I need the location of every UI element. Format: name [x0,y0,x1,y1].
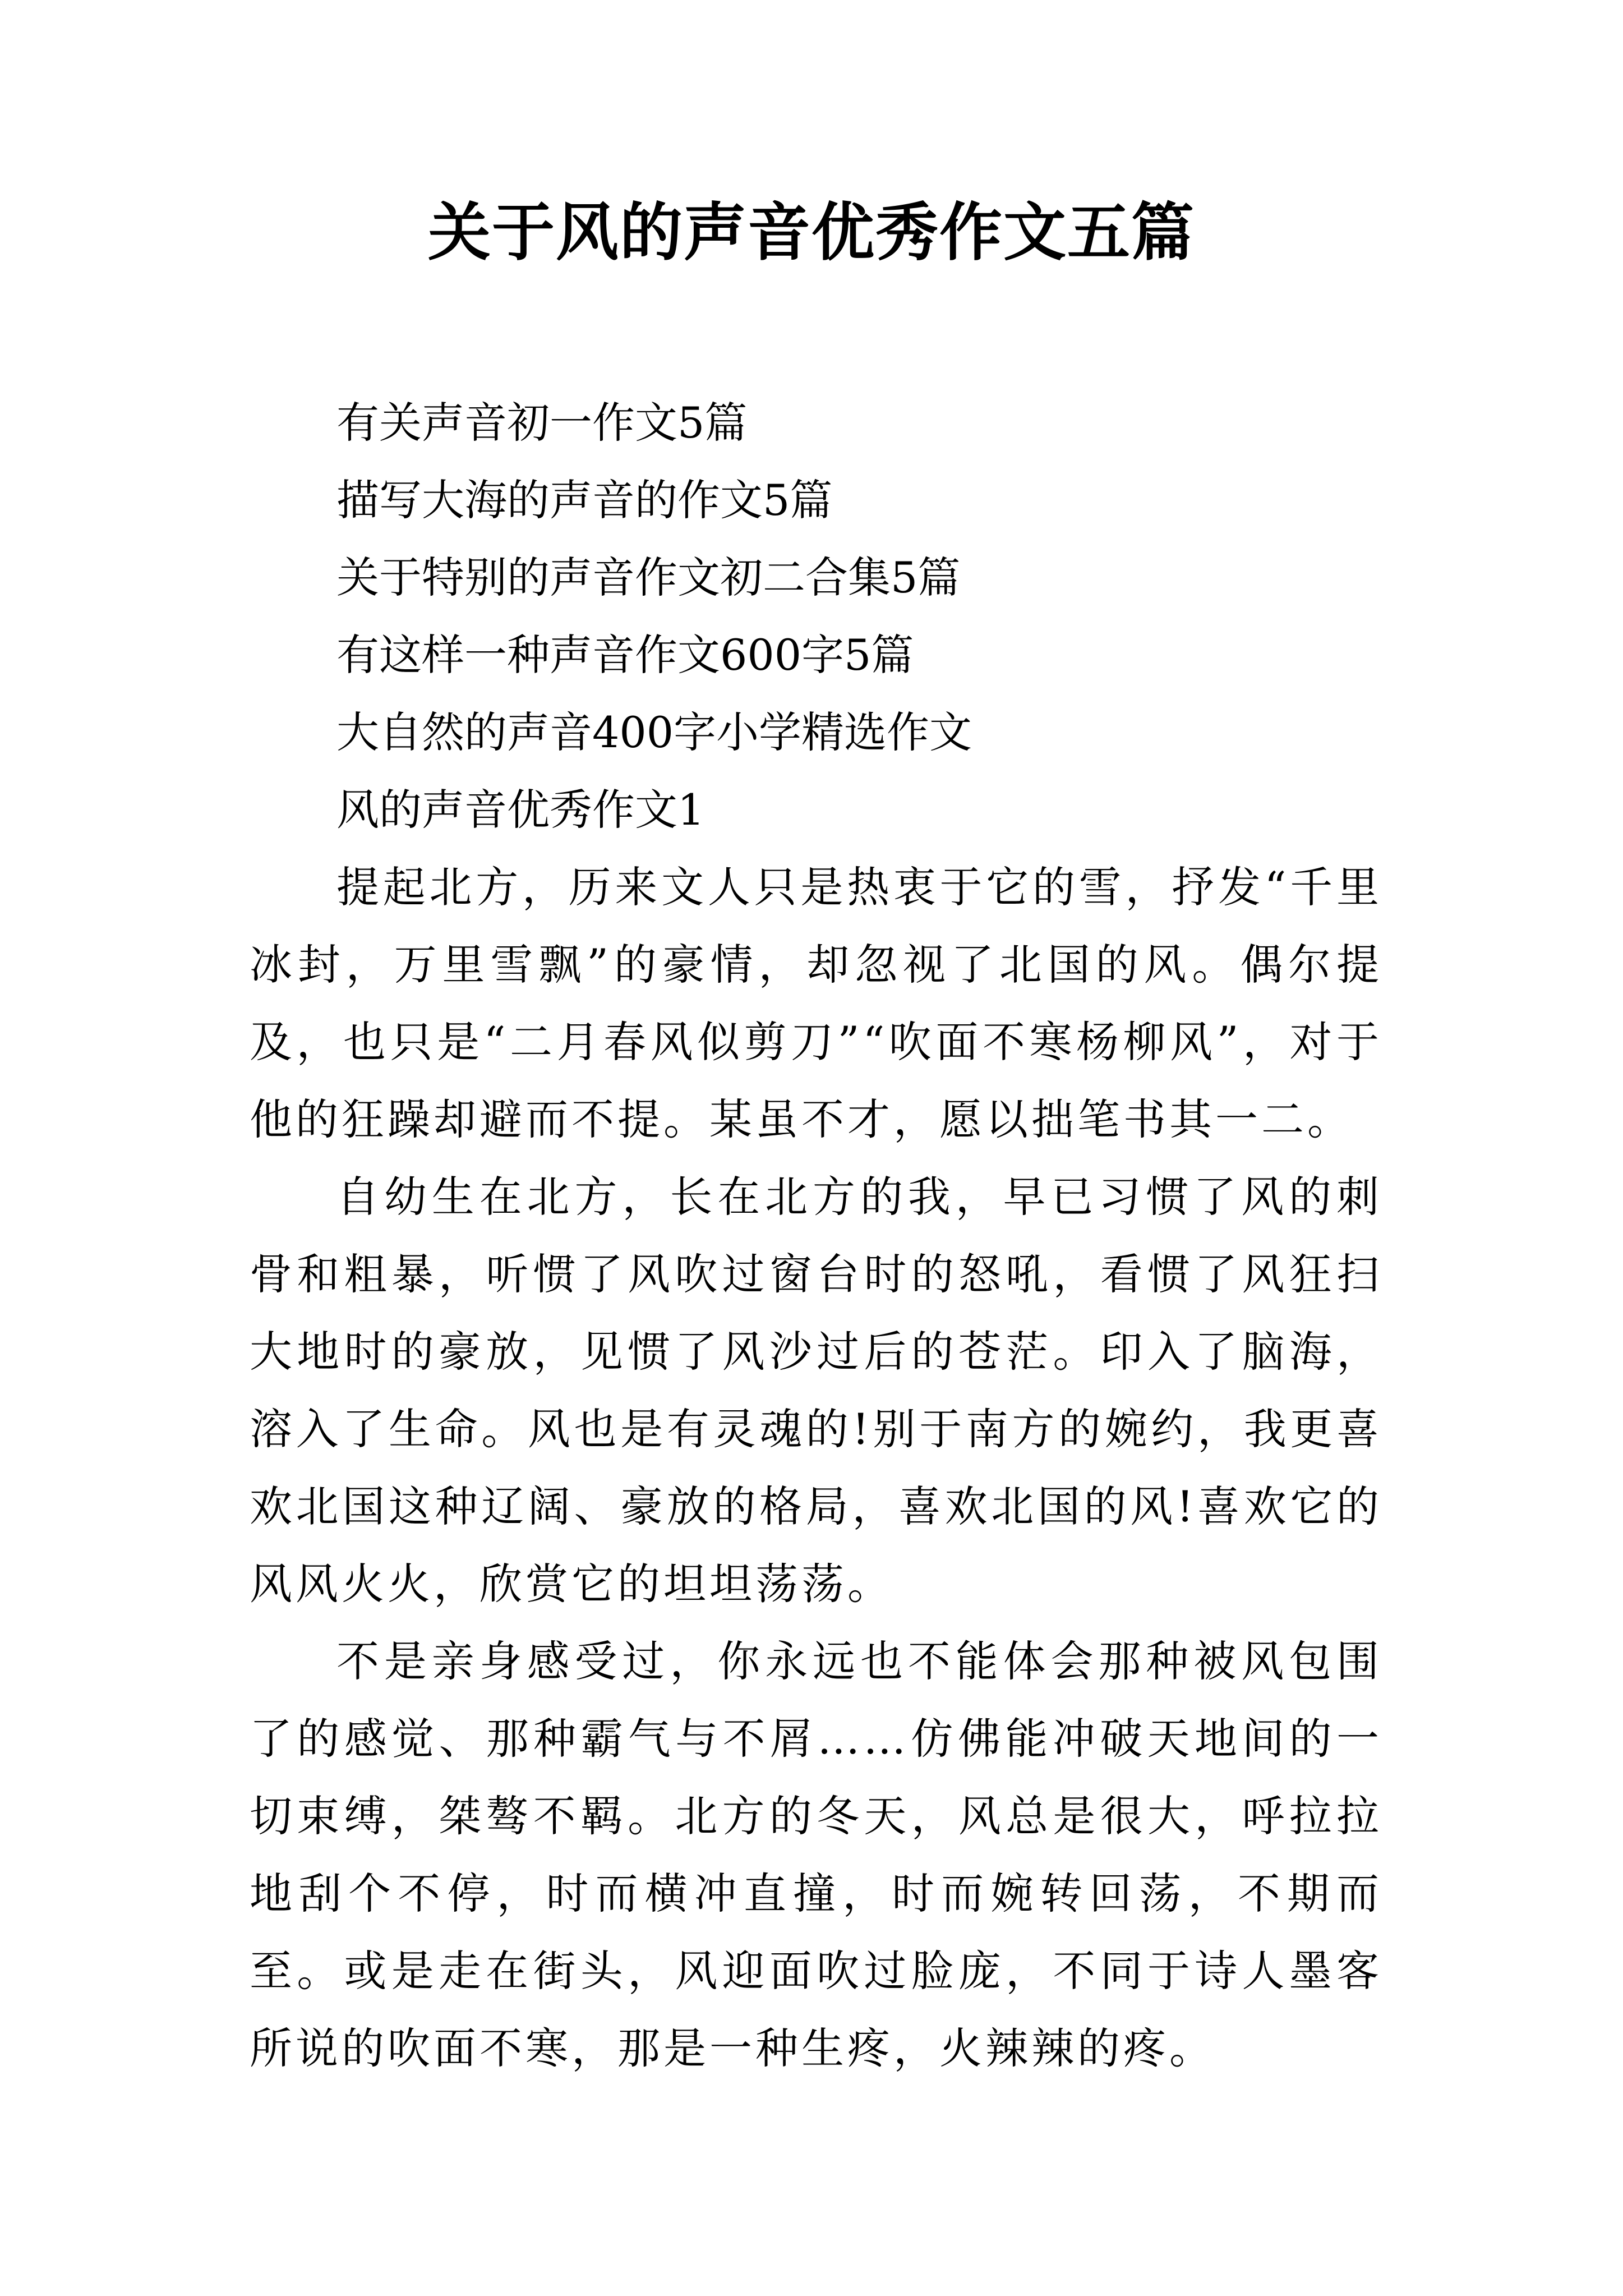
related-article-link[interactable]: 有这样一种声音作文600字5篇 [336,630,914,680]
body-paragraph: 提起北方，历来文人只是热衷于它的雪，抒发“千里冰封，万里雪飘”的豪情，却忽视了北国的风。偶尔提及，也只是“二月春风似剪刀”“吹面不寒杨柳风”，对于他的狂躁却避而不提。某虽不才，愿以拙笔书其一二。 [250,862,1382,1144]
related-article-link[interactable]: 有关声音初一作文5篇 [336,398,748,448]
body-paragraph: 不是亲身感受过，你永远也不能体会那种被风包围了的感觉、那种霸气与不屑……仿佛能冲破天地间的一切束缚，桀骜不羁。北方的冬天，风总是很大，呼拉拉地刮个不停，时而横冲直撞，时而婉转回荡，不期而至。或是走在街头，风迎面吹过脸庞，不同于诗人墨客所说的吹面不寒，那是一种生疼，火辣辣的疼。 [250,1636,1382,2073]
page-title: 关于风的声音优秀作文五篇 [428,196,1195,269]
related-articles-list [250,384,1382,771]
body-paragraph: 自幼生在北方，长在北方的我，早已习惯了风的刺骨和粗暴，听惯了风吹过窗台时的怒吼，看惯了风狂扫大地时的豪放，见惯了风沙过后的苍茫。印入了脑海，溶入了生命。风也是有灵魂的!别于南方的婉约，我更喜欢北国这种辽阔、豪放的格局，喜欢北国的风!喜欢它的风风火火，欣赏它的坦坦荡荡。 [250,1172,1382,1609]
related-article-link[interactable]: 关于特别的声音作文初二合集5篇 [336,553,961,602]
related-article-link[interactable]: 大自然的声音400字小学精选作文 [336,707,972,757]
section-heading: 风的声音优秀作文1 [336,785,705,835]
document-body [250,384,1382,2087]
related-article-link[interactable]: 描写大海的声音的作文5篇 [336,475,833,525]
